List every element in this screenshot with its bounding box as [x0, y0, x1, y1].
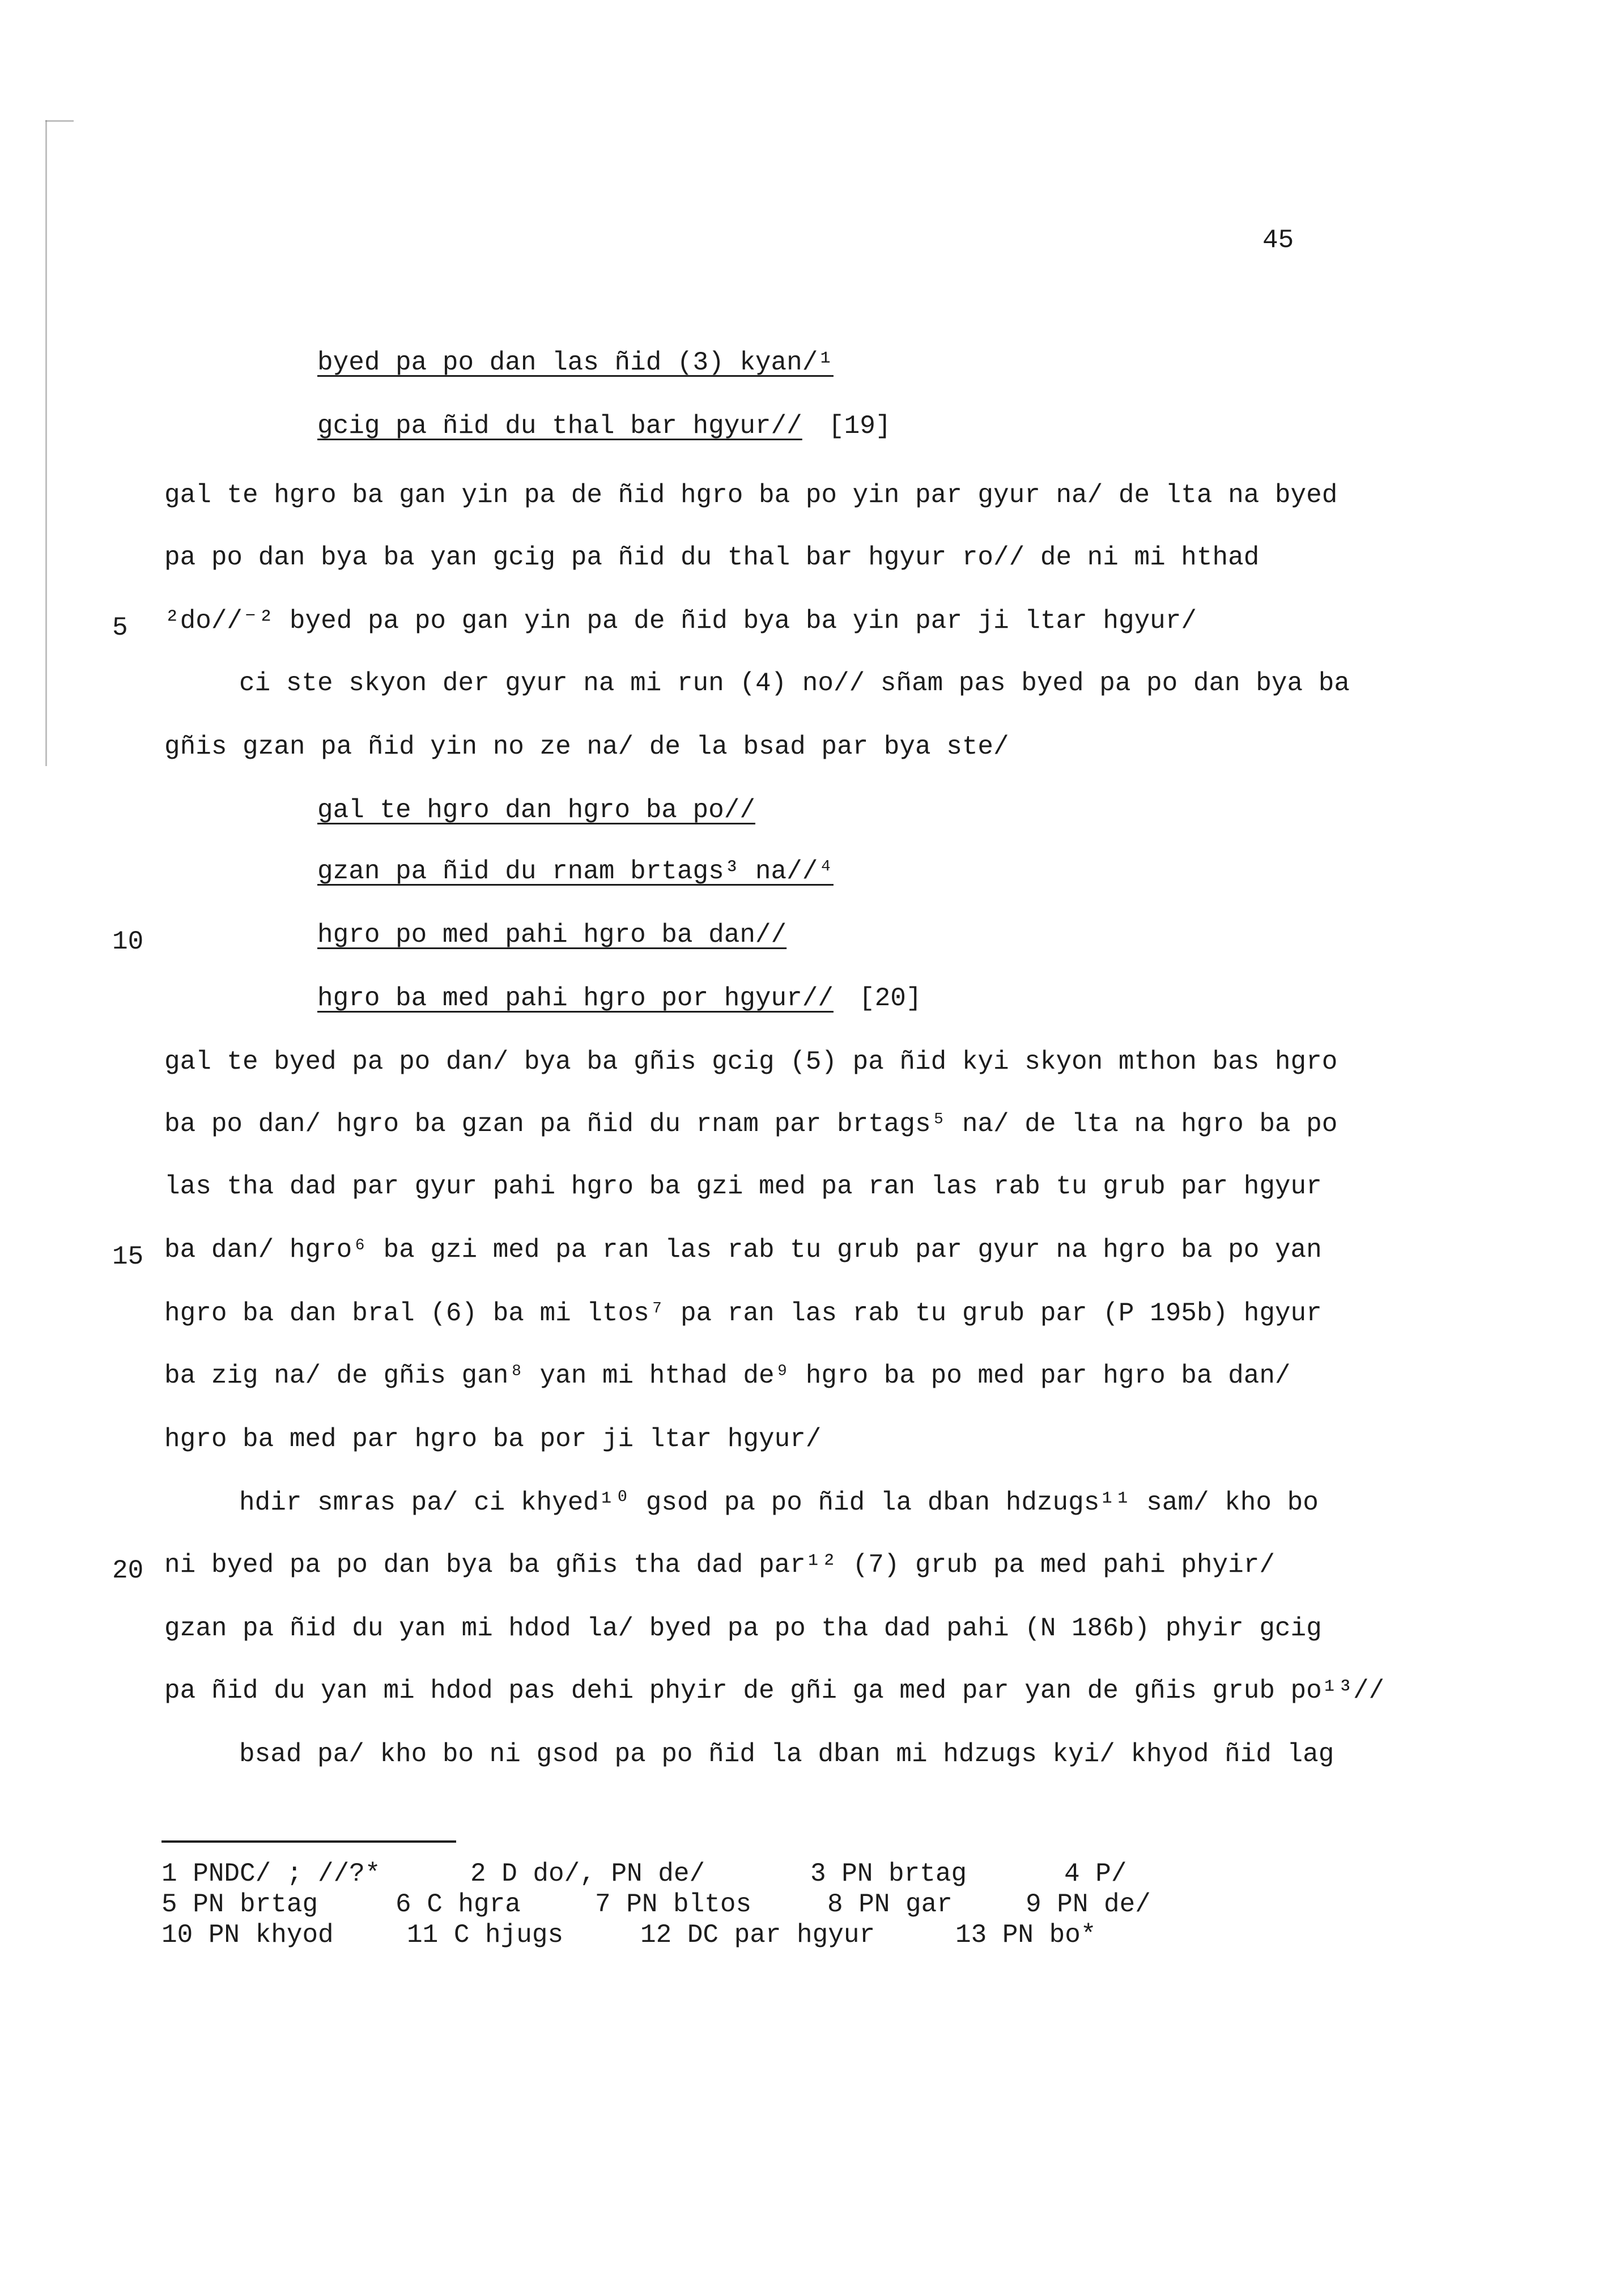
footnote: 12 DC par hgyur	[640, 1920, 875, 1950]
prose-line: gzan pa ñid du yan mi hdod la/ byed pa po tha dad pahi (N 186b) phyir gcig	[164, 1614, 1322, 1643]
footnote: 5 PN brtag	[161, 1890, 318, 1919]
prose-line: pa ñid du yan mi hdod pas dehi phyir de gñi ga med par yan de gñis grub po¹³//	[164, 1676, 1385, 1706]
footnote: 7 PN bltos	[595, 1890, 752, 1919]
verse-line: hgro po med pahi hgro ba dan//	[317, 920, 787, 950]
verse-line: hgro ba med pahi hgro por hgyur//	[317, 984, 834, 1013]
footnote: 3 PN brtag	[810, 1859, 967, 1889]
margin-binding-tick	[45, 120, 74, 122]
footnote: 9 PN de/	[1026, 1890, 1151, 1919]
prose-line: ni byed pa po dan bya ba gñis tha dad par¹² (7) grub pa med pahi phyir/	[164, 1550, 1275, 1580]
page-number: 45	[1262, 226, 1294, 255]
footnote: 2 D do/, PN de/	[470, 1859, 705, 1889]
footnote: 8 PN gar	[827, 1890, 953, 1919]
verse-reference: [20]	[859, 984, 922, 1013]
prose-line: ba po dan/ hgro ba gzan pa ñid du rnam par brtags⁵ na/ de lta na hgro ba po	[164, 1109, 1338, 1139]
prose-line: gal te hgro ba gan yin pa de ñid hgro ba po yin par gyur na/ de lta na byed	[164, 481, 1338, 510]
prose-line: ba zig na/ de gñis gan⁸ yan mi hthad de⁹ hgro ba po med par hgro ba dan/	[164, 1361, 1291, 1391]
line-number: 10	[112, 927, 144, 956]
footnote-rule	[161, 1840, 456, 1843]
prose-line: las tha dad par gyur pahi hgro ba gzi med pa ran las rab tu grub par hgyur	[164, 1172, 1322, 1201]
line-number: 20	[112, 1556, 144, 1585]
footnote: 4 P/	[1064, 1859, 1127, 1889]
verse-line: gzan pa ñid du rnam brtags³ na//⁴	[317, 857, 834, 886]
prose-line: hgro ba dan bral (6) ba mi ltos⁷ pa ran las rab tu grub par (P 195b) hgyur	[164, 1299, 1322, 1328]
prose-line: gal te byed pa po dan/ bya ba gñis gcig (5) pa ñid kyi skyon mthon bas hgro	[164, 1047, 1338, 1077]
margin-binding-line	[45, 120, 47, 766]
prose-line: ²do//⁻² byed pa po gan yin pa de ñid bya ba yin par ji ltar hgyur/	[164, 606, 1197, 636]
footnote: 11 C hjugs	[407, 1920, 564, 1950]
prose-line: hgro ba med par hgro ba por ji ltar hgyur/	[164, 1425, 822, 1454]
footnote: 6 C hgra	[396, 1890, 521, 1919]
verse-line: gal te hgro dan hgro ba po//	[317, 796, 755, 825]
prose-line: hdir smras pa/ ci khyed¹⁰ gsod pa po ñid la dban hdzugs¹¹ sam/ kho bo	[239, 1488, 1319, 1517]
prose-line: ci ste skyon der gyur na mi run (4) no// sñam pas byed pa po dan bya ba	[239, 669, 1350, 698]
line-number: 15	[112, 1242, 144, 1272]
verse-line: byed pa po dan las ñid (3) kyan/¹	[317, 348, 834, 377]
verse-reference: [19]	[828, 411, 891, 441]
prose-line: bsad pa/ kho bo ni gsod pa po ñid la dban mi hdzugs kyi/ khyod ñid lag	[239, 1740, 1334, 1769]
footnote: 13 PN bo*	[955, 1920, 1096, 1950]
line-number: 5	[112, 613, 128, 643]
verse-line: gcig pa ñid du thal bar hgyur//	[317, 411, 802, 441]
footnote: 1 PNDC/ ; //?*	[161, 1859, 381, 1889]
prose-line: pa po dan bya ba yan gcig pa ñid du thal bar hgyur ro// de ni mi hthad	[164, 543, 1260, 572]
prose-line: ba dan/ hgro⁶ ba gzi med pa ran las rab tu grub par gyur na hgro ba po yan	[164, 1235, 1322, 1265]
prose-line: gñis gzan pa ñid yin no ze na/ de la bsad par bya ste/	[164, 732, 1009, 762]
footnote: 10 PN khyod	[161, 1920, 334, 1950]
